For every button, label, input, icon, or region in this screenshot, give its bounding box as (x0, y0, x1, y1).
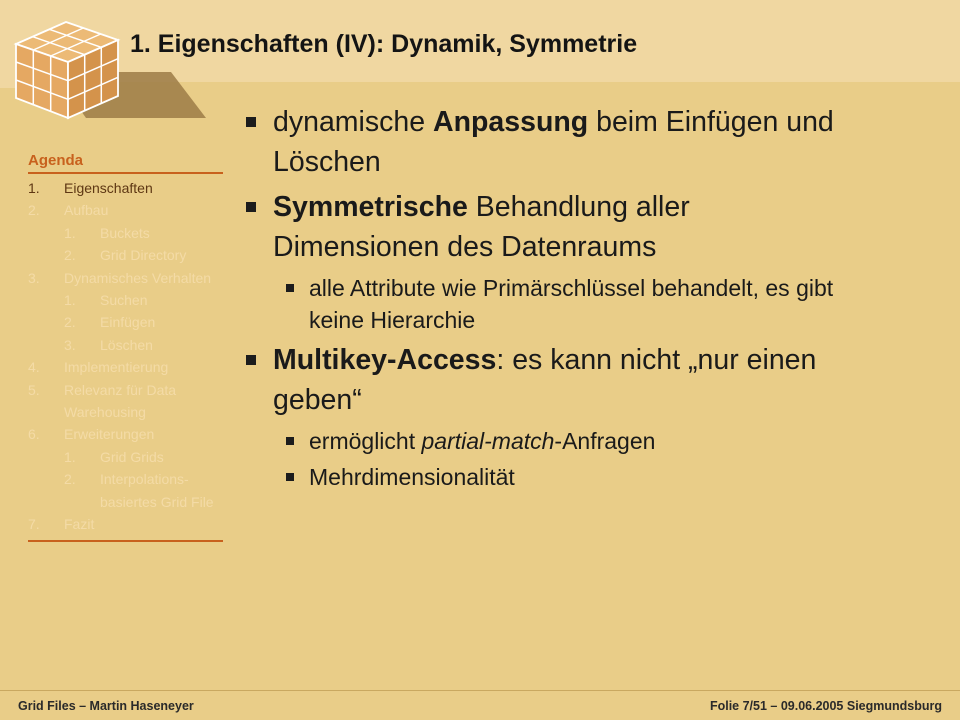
agenda-item[interactable]: 3. Dynamisches Verhalten (28, 269, 212, 286)
agenda-item[interactable]: 4. Implementierung (28, 359, 169, 376)
sub-bullet-item: Mehrdimensionalität (282, 461, 842, 493)
square-bullet-icon (246, 117, 256, 127)
agenda-subitem[interactable]: 2. Interpolations-basiertes Grid File (64, 471, 214, 510)
agenda-item[interactable]: 2. Aufbau (28, 202, 109, 219)
footer-divider (0, 690, 960, 691)
sub-bullet-item: ermöglicht partial-match-Anfragen (282, 425, 842, 457)
square-bullet-icon (246, 355, 256, 365)
square-bullet-icon (246, 202, 256, 212)
footer-author: Grid Files – Martin Haseneyer (18, 699, 194, 713)
sub-bullet-item: alle Attribute wie Primärschlüssel behandelt, es gibt keine Hierarchie (282, 272, 842, 336)
agenda-subitem[interactable]: 2. Grid Directory (64, 247, 187, 264)
bullet-list (242, 102, 842, 497)
agenda-subitem[interactable]: 1. Grid Grids (64, 448, 164, 465)
bullet-item: dynamische Anpassung beim Einfügen und Löschen (242, 102, 842, 182)
bullet-item: Multikey-Access: es kann nicht „nur einen geben“ (242, 340, 842, 420)
agenda-heading: Agenda (28, 152, 223, 174)
agenda-subitem[interactable]: 3. Löschen (64, 336, 153, 353)
square-bullet-icon (286, 473, 294, 481)
square-bullet-icon (286, 437, 294, 445)
agenda-subitem[interactable]: 1. Suchen (64, 292, 148, 309)
agenda-list (28, 177, 223, 542)
agenda-item[interactable]: 5. Relevanz für Data Warehousing (28, 381, 177, 421)
grid-cube-logo (6, 6, 206, 124)
slide-title: 1. Eigenschaften (IV): Dynamik, Symmetrie (130, 30, 638, 58)
agenda-subitem[interactable]: 2. Einfügen (64, 314, 156, 331)
agenda-subitem[interactable]: 1. Buckets (64, 224, 150, 241)
footer-slide-info: Folie 7/51 – 09.06.2005 Siegmundsburg (709, 699, 942, 713)
bullet-item: Symmetrische Behandlung aller Dimensionen des Datenraums (242, 187, 842, 267)
agenda-item[interactable]: 1. Eigenschaften (28, 180, 153, 196)
square-bullet-icon (286, 284, 294, 292)
agenda-item[interactable]: 7. Fazit (28, 516, 95, 533)
agenda-sidebar (28, 152, 223, 542)
agenda-item[interactable]: 6. Erweiterungen (28, 426, 155, 443)
